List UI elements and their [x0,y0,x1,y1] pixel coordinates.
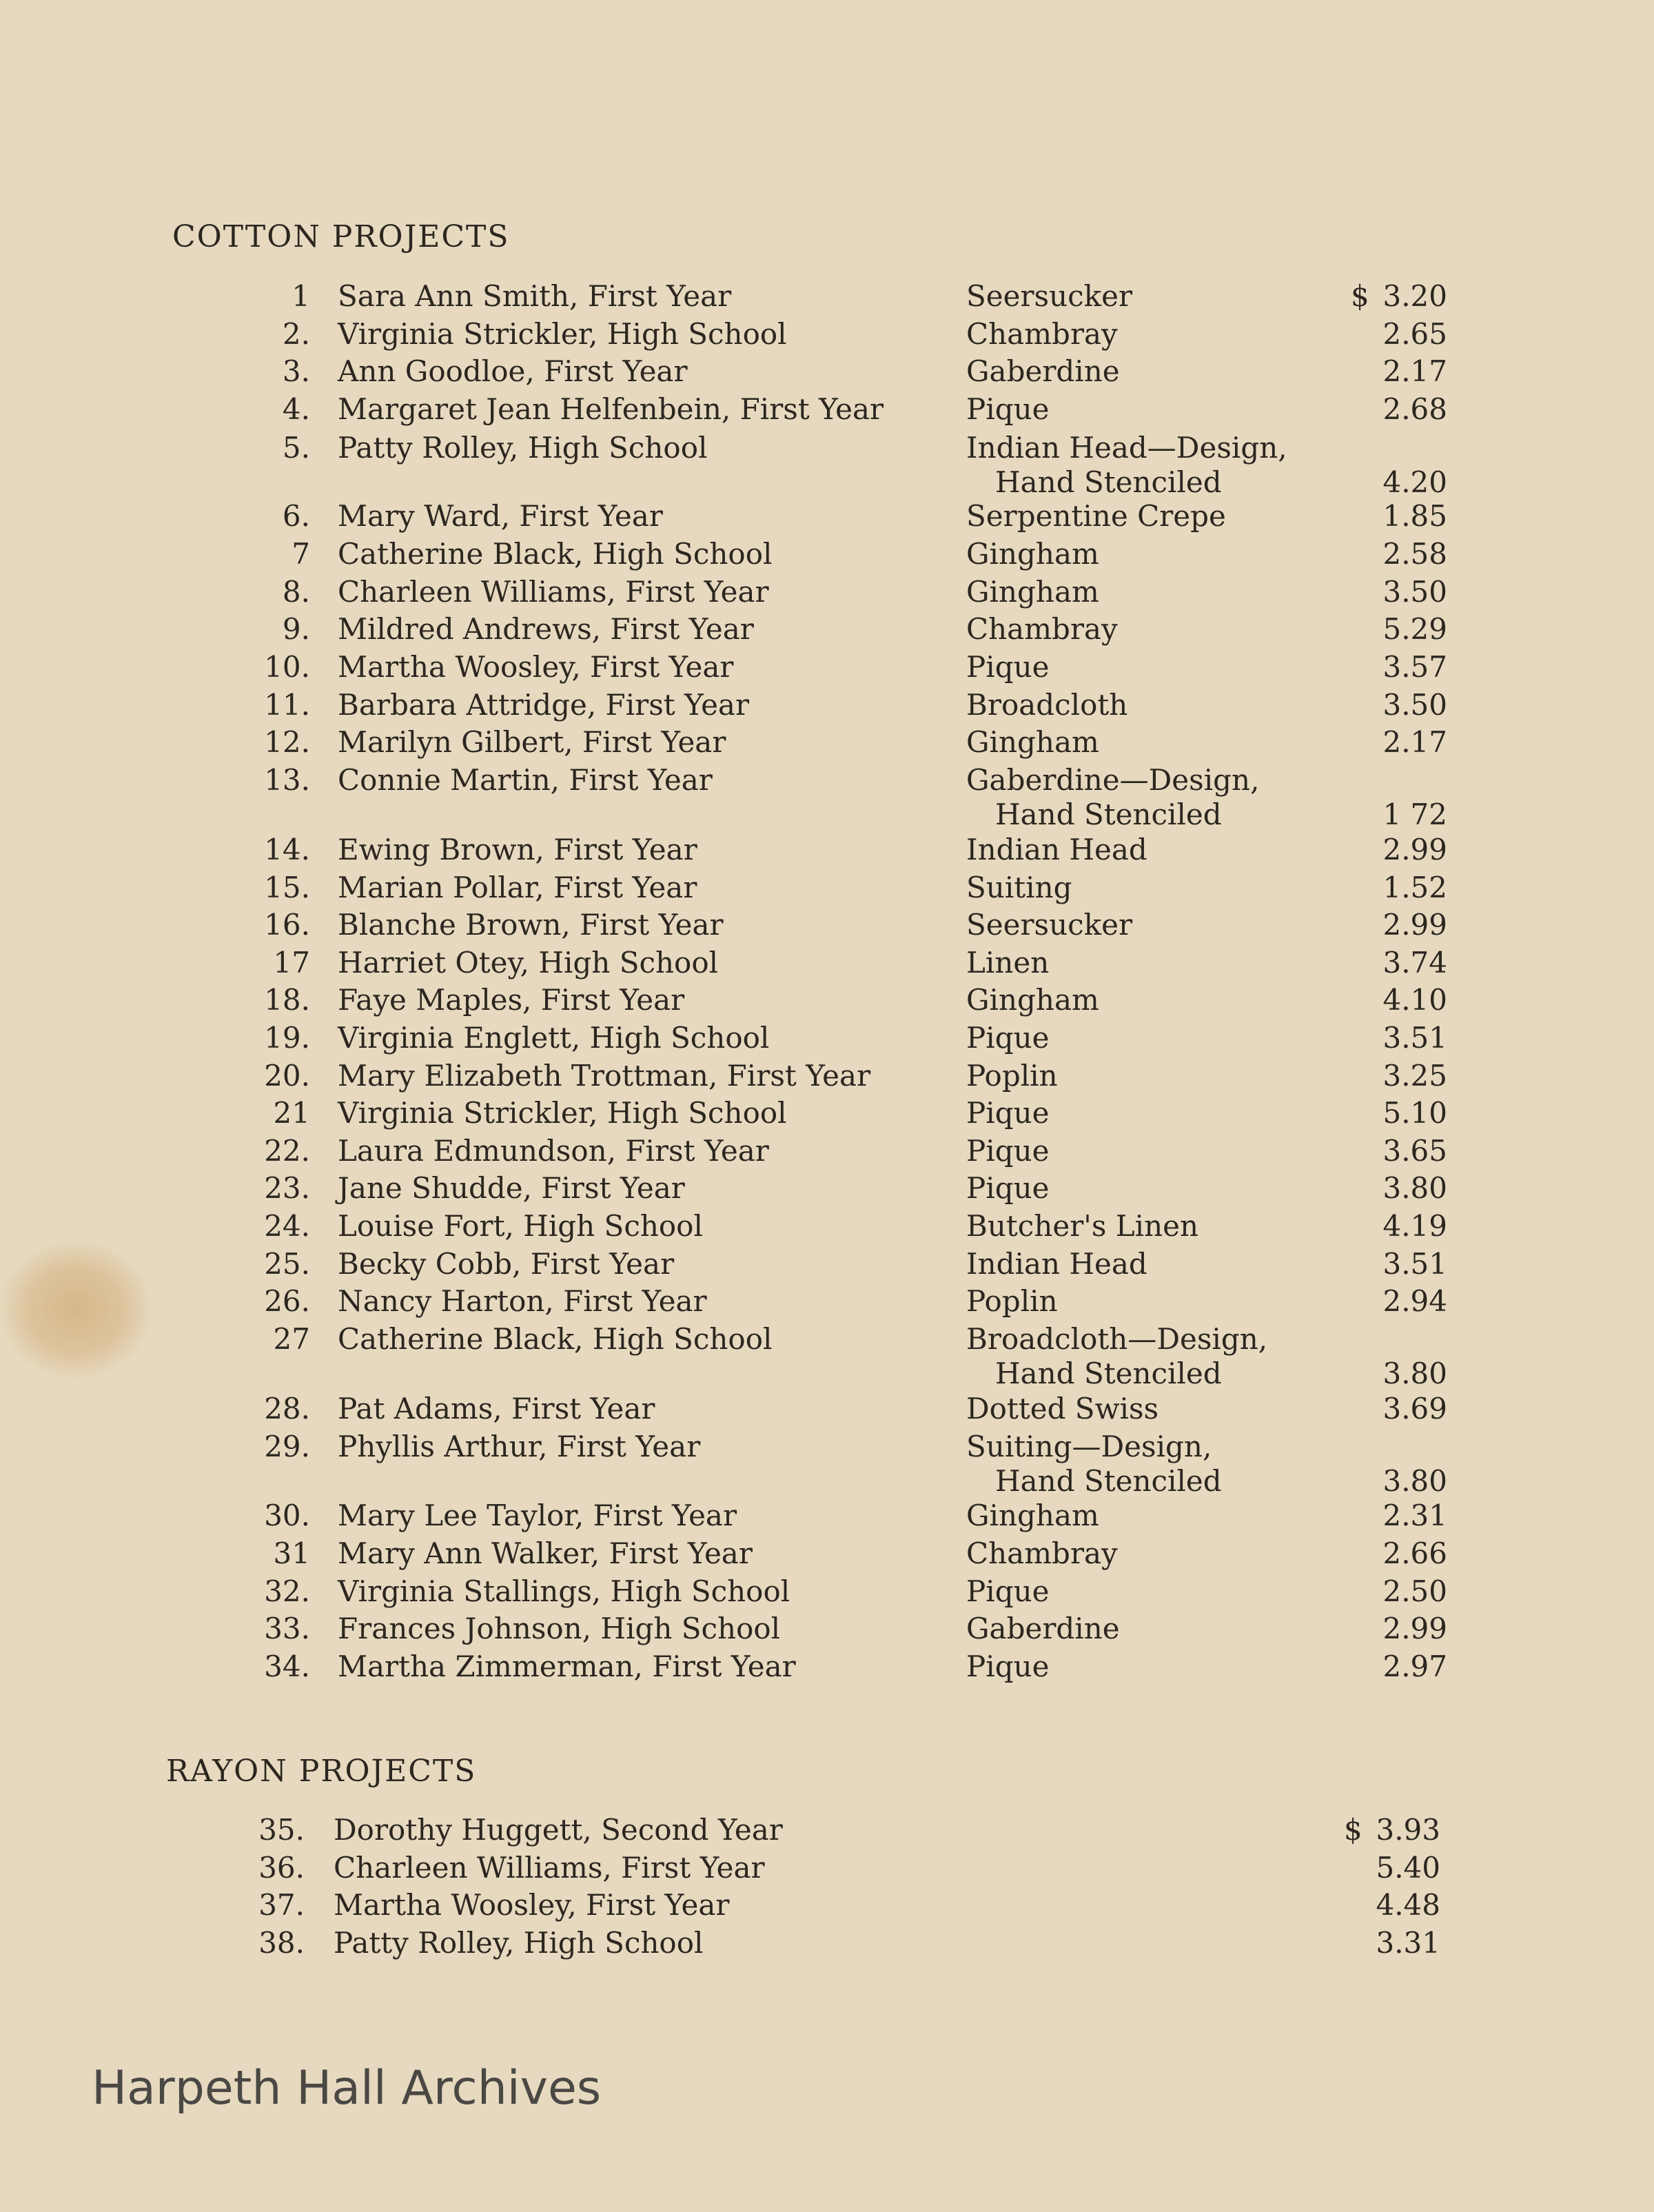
fabric-material-line: Hand Stenciled [995,1357,1222,1390]
project-cost: 3.31 [1376,1926,1440,1960]
fabric-material [966,1392,1158,1426]
fabric-material-line: Serpentine Crepe [966,499,1226,533]
fabric-material-line: Pique [966,392,1050,426]
fabric-material [966,1574,1049,1609]
student-name: Martha Woosley, First Year [338,650,734,684]
table-row [0,1430,1654,1505]
entry-number: 28. [264,1392,310,1425]
student-name: Virginia Englett, High School [338,1021,770,1055]
fabric-material-line: Gingham [966,575,1099,609]
entry-number: 30. [264,1499,310,1532]
project-cost: 4.20 [1382,465,1447,499]
student-name: Mildred Andrews, First Year [338,612,754,646]
student-name: Phyllis Arthur, First Year [338,1430,701,1463]
student-name: Margaret Jean Helfenbein, First Year [338,392,884,426]
entry-number: 4. [282,392,310,426]
fabric-material-line: Seersucker [966,279,1133,313]
fabric-material [966,650,1049,684]
project-cost: 3.25 [1382,1059,1447,1093]
entry-number: 7 [292,537,310,571]
fabric-material-line: Poplin [966,1284,1058,1318]
fabric-material [966,1612,1120,1646]
project-cost: 2.31 [1382,1499,1447,1532]
fabric-material-line: Broadcloth [966,688,1128,722]
entry-number: 3. [282,354,310,388]
table-row [0,763,1654,839]
student-name: Mary Elizabeth Trottman, First Year [338,1059,871,1093]
student-name: Marian Pollar, First Year [338,871,697,904]
project-cost: 1.85 [1382,499,1447,533]
project-cost: 3.80 [1382,1171,1447,1205]
project-cost: 2.68 [1382,392,1447,426]
table-row [0,1926,1654,2002]
student-name: Ann Goodloe, First Year [338,354,688,388]
fabric-material-line: Poplin [966,1059,1058,1093]
student-name: Martha Woosley, First Year [334,1888,730,1922]
project-cost: 2.65 [1382,317,1447,351]
project-cost: 2.99 [1382,833,1447,866]
fabric-material [966,1284,1058,1319]
entry-number: 27 [273,1322,310,1356]
fabric-material-line: Indian Head—Design, [966,431,1287,465]
student-name: Martha Zimmerman, First Year [338,1650,796,1683]
student-name: Nancy Harton, First Year [338,1284,707,1318]
project-cost: 2.66 [1382,1536,1447,1570]
fabric-material-line: Gingham [966,537,1099,571]
project-cost: 3.80 [1382,1464,1447,1498]
fabric-material [966,1134,1049,1168]
fabric-material-line: Pique [966,1134,1050,1168]
project-cost: 4.19 [1382,1209,1447,1243]
student-name: Patty Rolley, High School [338,431,708,465]
fabric-material-line: Gingham [966,725,1099,759]
student-name: Ewing Brown, First Year [338,833,697,866]
fabric-material [966,1096,1049,1130]
entry-number: 24. [264,1209,310,1243]
fabric-material-line: Gingham [966,1499,1099,1532]
entry-number: 37. [258,1888,305,1922]
fabric-material-line: Seersucker [966,908,1133,942]
fabric-material [966,392,1049,427]
fabric-material [966,946,1049,980]
entry-number: 31 [273,1536,310,1570]
rayon-section-title: RAYON PROJECTS [166,1754,477,1789]
entry-number: 15. [264,871,310,904]
project-cost: 3.65 [1382,1134,1447,1168]
fabric-material-line: Pique [966,1650,1050,1683]
student-name: Dorothy Huggett, Second Year [334,1813,783,1847]
student-name: Frances Johnson, High School [338,1612,781,1645]
fabric-material [966,1021,1049,1055]
fabric-material-line: Gaberdine—Design, [966,763,1260,797]
project-cost: 2.99 [1382,908,1447,942]
entry-number: 14. [264,833,310,866]
fabric-material-line: Hand Stenciled [995,798,1222,831]
fabric-material-line: Gaberdine [966,354,1120,388]
student-name: Barbara Attridge, First Year [338,688,750,722]
project-cost: 3.80 [1382,1357,1447,1390]
fabric-material-line: Pique [966,1574,1050,1608]
entry-number: 18. [264,983,310,1017]
fabric-material-line: Indian Head [966,833,1147,866]
entry-number: 1 [292,279,310,313]
entry-number: 26. [264,1284,310,1318]
student-name: Charleen Williams, First Year [338,575,769,609]
fabric-material-line: Pique [966,650,1050,684]
entry-number: 21 [273,1096,310,1130]
fabric-material [966,1171,1049,1206]
student-name: Louise Fort, High School [338,1209,703,1243]
fabric-material-line: Pique [966,1021,1050,1055]
fabric-material [966,537,1099,571]
fabric-material-line: Chambray [966,612,1118,646]
fabric-material [966,1322,1267,1391]
fabric-material-line: Indian Head [966,1247,1147,1281]
student-name: Mary Lee Taylor, First Year [338,1499,737,1532]
student-name: Faye Maples, First Year [338,983,685,1017]
dollar-sign: $ [1351,279,1369,313]
fabric-material [966,688,1127,722]
table-row [0,1322,1654,1398]
project-cost: 2.50 [1382,1574,1447,1608]
project-cost: 3.50 [1382,575,1447,609]
project-cost: 5.10 [1382,1096,1447,1130]
fabric-material-line: Chambray [966,1536,1118,1570]
table-row [0,431,1654,507]
fabric-material [966,833,1147,867]
project-cost: 4.48 [1376,1888,1440,1922]
fabric-material [966,499,1226,534]
student-name: Virginia Strickler, High School [338,317,787,351]
entry-number: 10. [264,650,310,684]
entry-number: 33. [264,1612,310,1645]
fabric-material [966,279,1132,314]
student-name: Virginia Strickler, High School [338,1096,787,1130]
fabric-material [966,763,1259,832]
student-name: Laura Edmundson, First Year [338,1134,769,1168]
project-cost: 4.10 [1382,983,1447,1017]
project-cost: 3.51 [1382,1021,1447,1055]
entry-number: 5. [282,431,310,465]
student-name: Charleen Williams, First Year [334,1851,765,1885]
fabric-material [966,1209,1198,1244]
fabric-material [966,1650,1049,1684]
archive-watermark: Harpeth Hall Archives [92,2061,602,2115]
fabric-material [966,1430,1222,1499]
entry-number: 12. [264,725,310,759]
fabric-material [966,1499,1099,1533]
fabric-material-line: Butcher's Linen [966,1209,1199,1243]
student-name: Patty Rolley, High School [334,1926,704,1960]
fabric-material-line: Chambray [966,317,1118,351]
project-cost: 2.58 [1382,537,1447,571]
student-name: Harriet Otey, High School [338,946,719,980]
fabric-material [966,983,1099,1017]
student-name: Virginia Stallings, High School [338,1574,790,1608]
student-name: Jane Shudde, First Year [338,1171,685,1205]
fabric-material [966,354,1120,389]
entry-number: 9. [282,612,310,646]
student-name: Mary Ann Walker, First Year [338,1536,753,1570]
entry-number: 35. [258,1813,305,1847]
student-name: Mary Ward, First Year [338,499,663,533]
entry-number: 34. [264,1650,310,1683]
fabric-material-line: Pique [966,1171,1050,1205]
fabric-material-line: Pique [966,1096,1050,1130]
entry-number: 13. [264,763,310,797]
entry-number: 22. [264,1134,310,1168]
entry-number: 16. [264,908,310,942]
project-cost: 1.52 [1382,871,1447,904]
student-name: Catherine Black, High School [338,1322,773,1356]
fabric-material-line: Hand Stenciled [995,1464,1222,1498]
student-name: Marilyn Gilbert, First Year [338,725,726,759]
project-cost: 2.17 [1382,354,1447,388]
project-cost: 5.29 [1382,612,1447,646]
project-cost: 3.74 [1382,946,1447,980]
fabric-material-line: Hand Stenciled [995,465,1222,499]
entry-number: 20. [264,1059,310,1093]
student-name: Becky Cobb, First Year [338,1247,675,1281]
project-cost: 2.17 [1382,725,1447,759]
fabric-material [966,1536,1118,1571]
project-cost: 2.97 [1382,1650,1447,1683]
entry-number: 17 [273,946,310,980]
cotton-section-title: COTTON PROJECTS [172,219,510,254]
student-name: Blanche Brown, First Year [338,908,724,942]
student-name: Pat Adams, First Year [338,1392,655,1425]
dollar-sign: $ [1344,1813,1362,1847]
fabric-material [966,575,1099,609]
entry-number: 8. [282,575,310,609]
project-cost: 3.50 [1382,688,1447,722]
project-cost: 5.40 [1376,1851,1440,1885]
fabric-material [966,908,1132,942]
fabric-material-line: Suiting—Design, [966,1430,1212,1463]
fabric-material [966,1059,1058,1093]
project-cost: 3.51 [1382,1247,1447,1281]
fabric-material [966,431,1287,500]
entry-number: 11. [264,688,310,722]
project-cost: 3.69 [1382,1392,1447,1425]
project-cost: 2.94 [1382,1284,1447,1318]
entry-number: 25. [264,1247,310,1281]
entry-number: 2. [282,317,310,351]
entry-number: 29. [264,1430,310,1463]
fabric-material [966,871,1072,905]
fabric-material-line: Suiting [966,871,1072,904]
entry-number: 36. [258,1851,305,1885]
fabric-material [966,725,1099,760]
fabric-material-line: Gingham [966,983,1099,1017]
entry-number: 32. [264,1574,310,1608]
fabric-material [966,317,1118,352]
project-cost: 3.93 [1376,1813,1440,1847]
fabric-material [966,1247,1147,1281]
fabric-material [966,612,1118,647]
student-name: Sara Ann Smith, First Year [338,279,732,313]
table-row [0,1650,1654,1725]
project-cost: 3.57 [1382,650,1447,684]
entry-number: 19. [264,1021,310,1055]
fabric-material-line: Broadcloth—Design, [966,1322,1268,1356]
entry-number: 38. [258,1926,305,1960]
fabric-material-line: Linen [966,946,1050,980]
project-cost: 1 72 [1382,798,1447,831]
fabric-material-line: Dotted Swiss [966,1392,1159,1425]
entry-number: 6. [282,499,310,533]
project-cost: 2.99 [1382,1612,1447,1645]
student-name: Catherine Black, High School [338,537,773,571]
fabric-material-line: Gaberdine [966,1612,1120,1645]
entry-number: 23. [264,1171,310,1205]
project-cost: 3.20 [1382,279,1447,313]
student-name: Connie Martin, First Year [338,763,713,797]
